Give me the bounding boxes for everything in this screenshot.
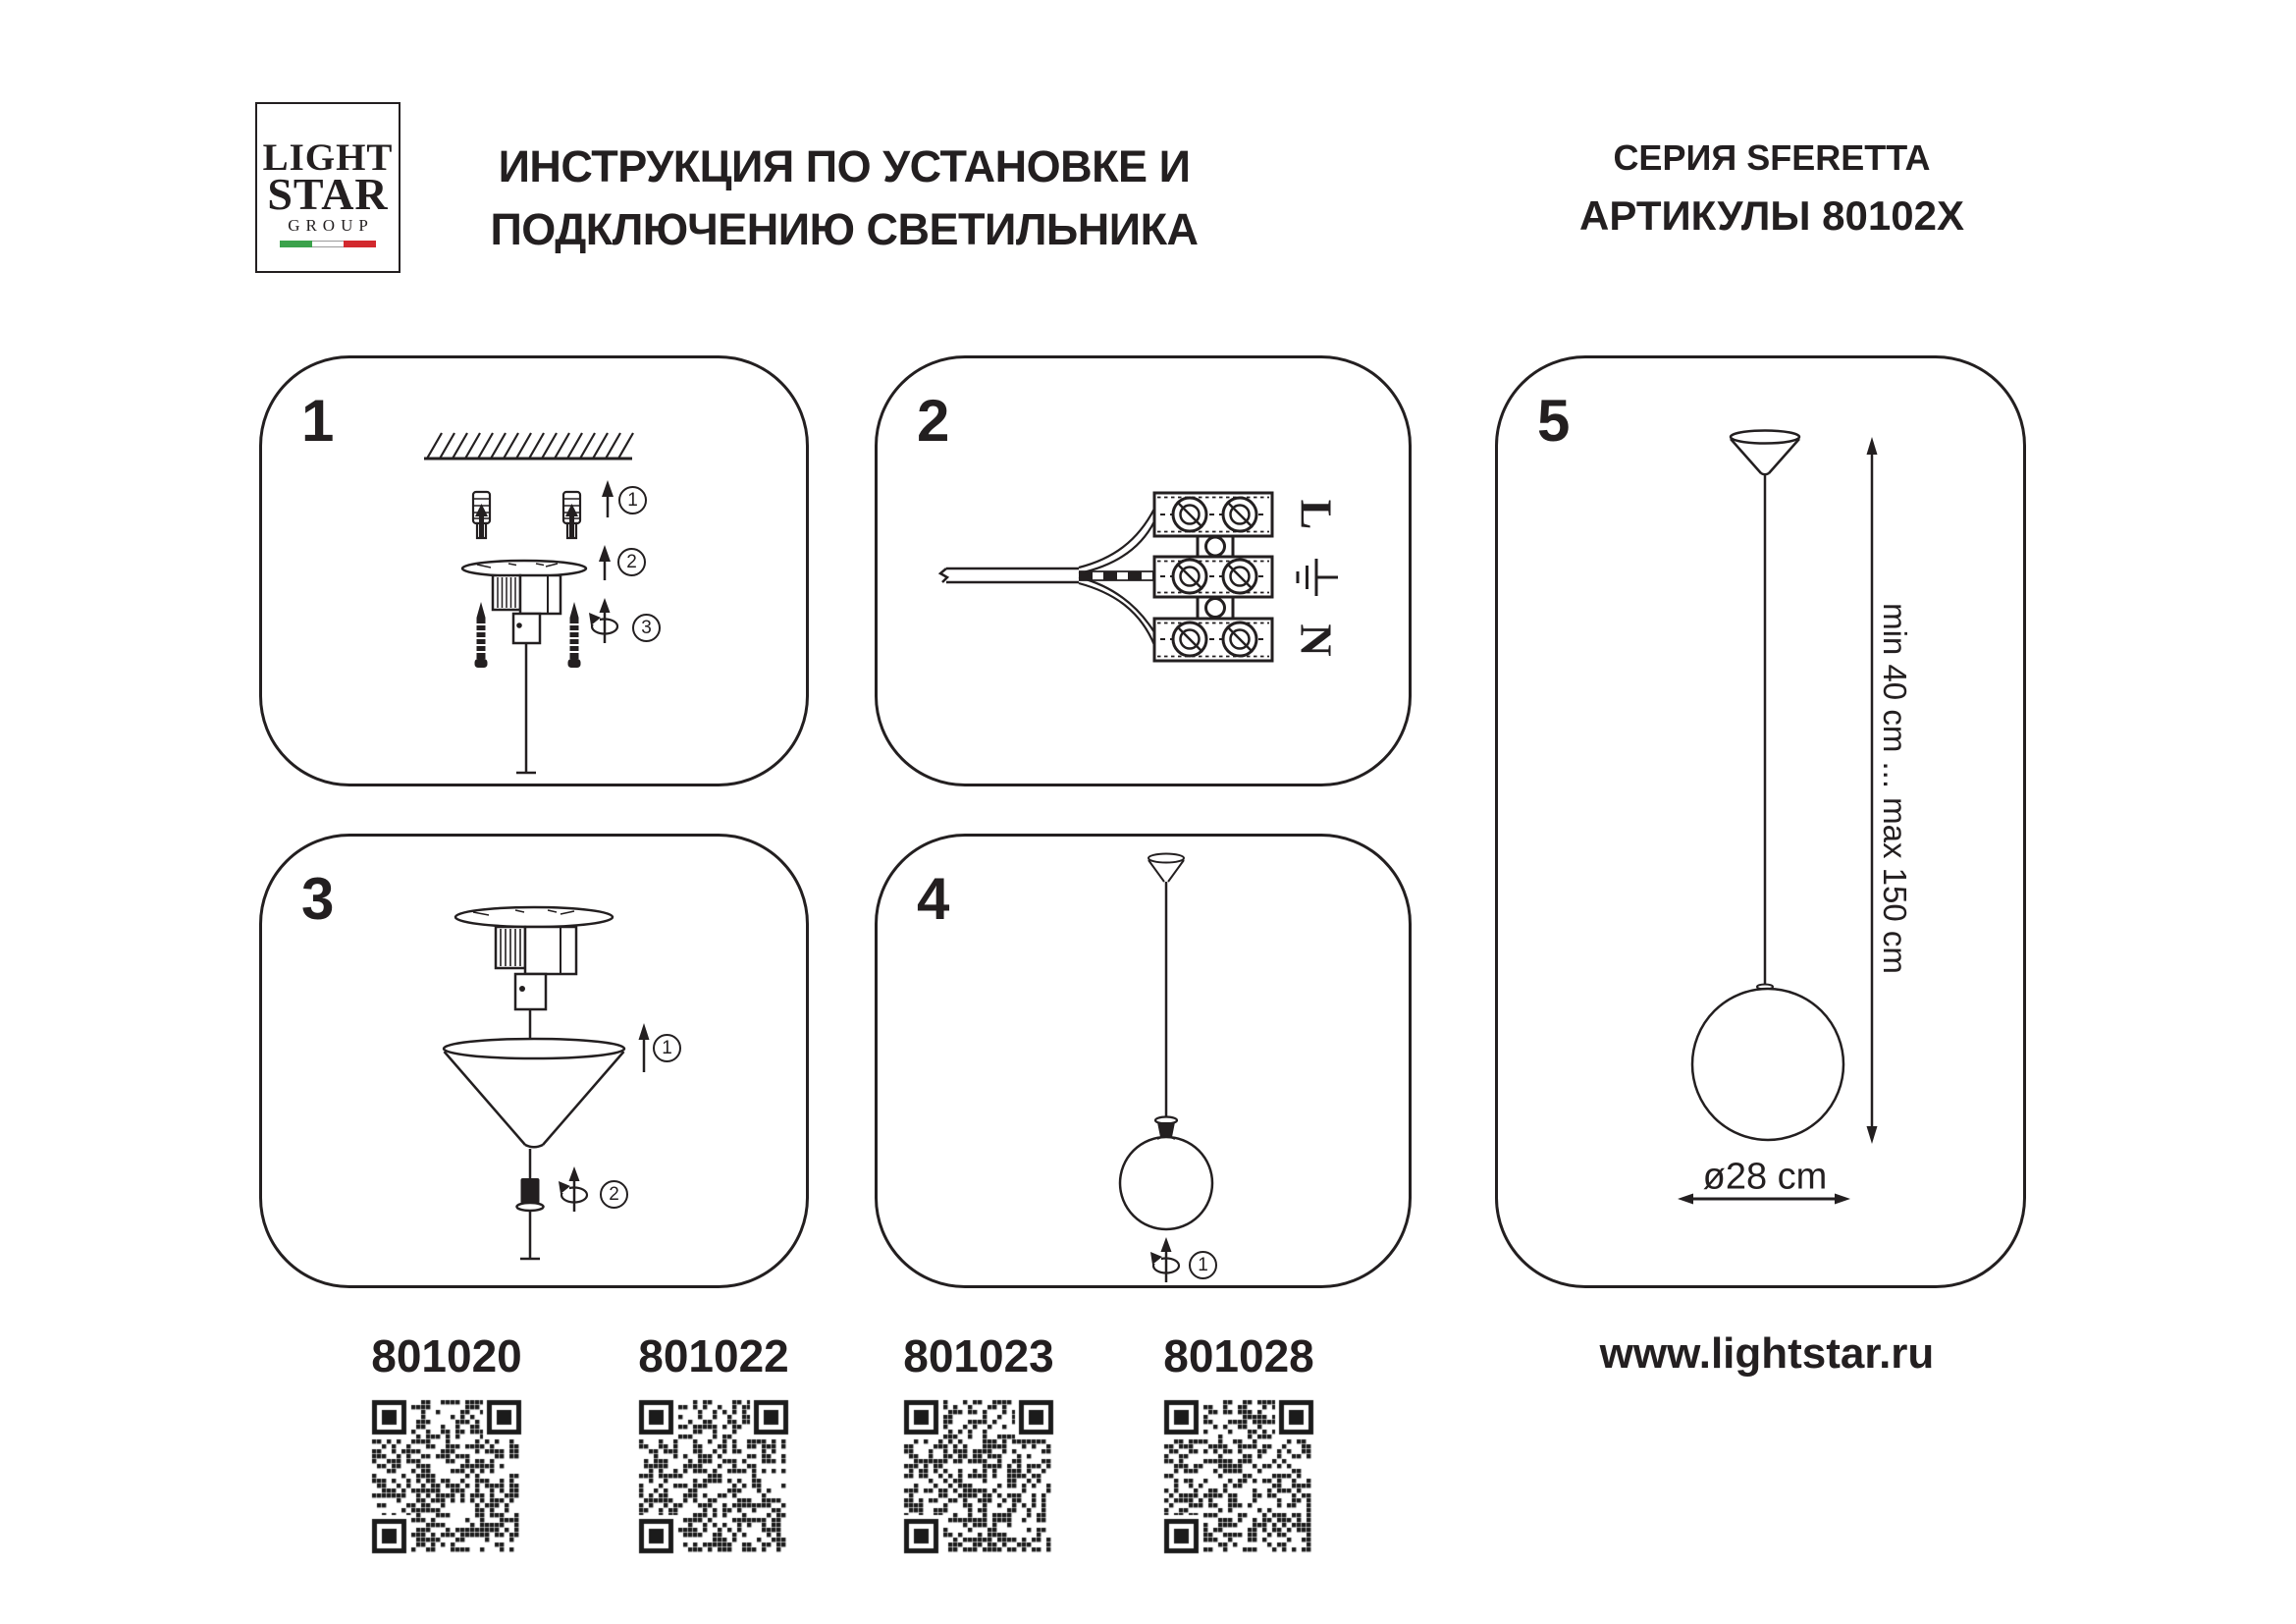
series-name: СЕРИЯ SFERETTA — [1613, 137, 1931, 178]
step-4-number: 4 — [917, 866, 950, 932]
rotate-arrow-icon — [557, 1166, 587, 1212]
terminal-label-neutral: N — [1291, 623, 1342, 657]
ceiling-cone-icon — [1148, 854, 1184, 883]
website-link: www.lightstar.ru — [1599, 1329, 1935, 1378]
logo-word-star: STAR — [267, 169, 389, 219]
italian-flag-stripe — [280, 241, 376, 247]
step-5-number: 5 — [1537, 388, 1571, 454]
diameter-label: ø28 cm — [1702, 1156, 1828, 1198]
rotate-arrow-icon — [1148, 1237, 1179, 1282]
step-badge — [1189, 1251, 1217, 1279]
ceiling-hatch-icon — [424, 433, 633, 459]
step-2-number: 2 — [917, 388, 950, 454]
flag-red — [344, 241, 376, 247]
mains-cable-icon — [940, 509, 1154, 645]
locking-nut-icon — [517, 1149, 544, 1259]
article-number: 801020 — [371, 1330, 522, 1381]
step-5-panel — [1495, 355, 2026, 1288]
step-badge — [653, 1034, 681, 1062]
wall-plug-icon — [473, 492, 490, 538]
screw-icon — [568, 602, 581, 668]
step-3-drawing — [262, 837, 812, 1291]
step-5-drawing — [1498, 358, 2029, 1291]
article-number: 801022 — [638, 1330, 789, 1381]
step-badge — [632, 614, 661, 642]
step-1-number: 1 — [301, 388, 335, 454]
articles-code: АРТИКУЛЫ 80102X — [1579, 192, 1964, 239]
rotate-arrow-icon — [587, 598, 617, 643]
lightstar-logo — [255, 102, 400, 273]
step-2-drawing — [878, 358, 1415, 789]
step-4-drawing — [878, 837, 1415, 1291]
title-line-1: ИНСТРУКЦИЯ ПО УСТАНОВКЕ И — [498, 141, 1191, 191]
qr-code — [370, 1398, 523, 1555]
badge-number: 3 — [641, 617, 652, 638]
globe-shade-icon — [1120, 1137, 1212, 1230]
cone-shade-icon — [444, 1039, 624, 1147]
step-badge — [618, 486, 647, 514]
earth-ground-icon — [1298, 559, 1338, 596]
arrow-up-icon — [599, 545, 611, 580]
logo-word-group: GROUP — [288, 216, 374, 235]
step-4-panel — [875, 834, 1412, 1288]
article-number: 801028 — [1163, 1330, 1314, 1381]
step-3-panel — [259, 834, 809, 1288]
badge-number: 2 — [626, 551, 637, 572]
qr-code — [1162, 1398, 1315, 1555]
step-badge — [617, 548, 646, 576]
step-3-number: 3 — [301, 866, 335, 932]
qr-code — [902, 1398, 1055, 1555]
step-1-drawing — [262, 358, 812, 789]
logo-word-light: LIGHT — [262, 136, 394, 179]
arrow-up-icon — [602, 480, 614, 517]
terminal-block-icon — [1154, 493, 1272, 661]
step-2-panel — [875, 355, 1412, 786]
badge-number: 1 — [662, 1037, 672, 1058]
terminal-label-live: L — [1291, 499, 1342, 530]
qr-code — [637, 1398, 790, 1555]
ceiling-cone-icon — [1731, 431, 1799, 475]
badge-number: 2 — [609, 1183, 619, 1205]
article-number: 801023 — [903, 1330, 1054, 1381]
height-range-label: min 40 cm ... max 150 cm — [1877, 603, 1913, 974]
arrow-up-icon — [639, 1023, 650, 1072]
badge-number: 1 — [627, 489, 638, 511]
flag-green — [280, 241, 312, 247]
title-line-2: ПОДКЛЮЧЕНИЮ СВЕТИЛЬНИКА — [490, 204, 1199, 254]
screw-icon — [475, 602, 488, 668]
globe-shade-icon — [1692, 989, 1843, 1140]
lamp-socket-icon — [1155, 1117, 1177, 1138]
step-1-panel — [259, 355, 809, 786]
step-badge — [600, 1180, 628, 1209]
badge-number: 1 — [1198, 1254, 1208, 1275]
page-title — [422, 135, 1266, 261]
wall-plug-icon — [563, 492, 580, 538]
canopy-mount-icon — [455, 907, 613, 1041]
flag-white — [312, 241, 345, 247]
